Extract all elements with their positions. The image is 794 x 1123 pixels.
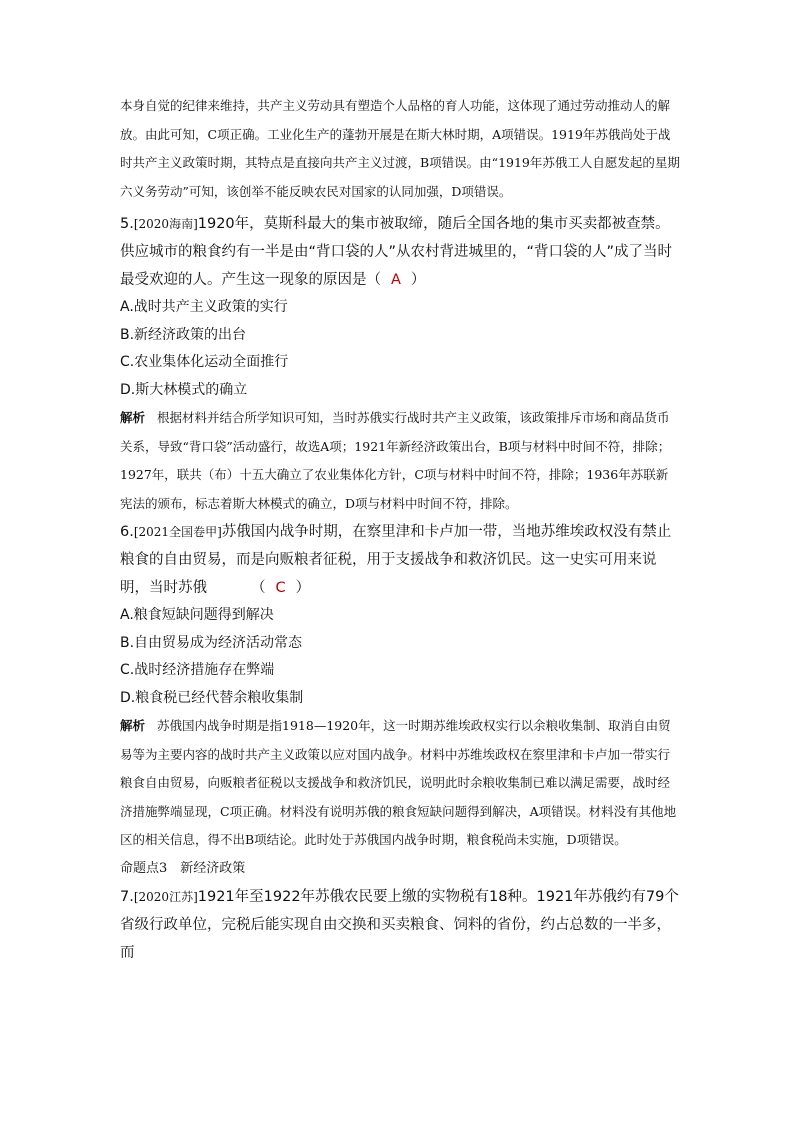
q6-option-a: A.粮食短缺问题得到解决 bbox=[120, 607, 274, 623]
section-heading: 命题点3 新经济政策 bbox=[120, 860, 246, 876]
q6-close: ） bbox=[295, 580, 311, 596]
q6-option-b: B.自由贸易成为经济活动常态 bbox=[120, 634, 303, 651]
q6-answer: C bbox=[275, 580, 286, 596]
question-6 bbox=[120, 518, 680, 855]
q7-stem: 1921年至1922年苏俄农民要上缴的实物税有18种。1921年苏俄约有79个省级行政单位，完税后能实现自由交换和买卖粮食、饲料的省份，约占总数的一半多，而 bbox=[120, 888, 679, 961]
q6-exp-label: 解析 bbox=[120, 718, 146, 733]
q6-source: [2021全国卷甲] bbox=[133, 525, 222, 539]
q7-source: [2020江苏] bbox=[133, 889, 198, 904]
q5-option-a: A.战时共产主义政策的实行 bbox=[120, 299, 288, 315]
q5-explanation: 根据材料并结合所学知识可知，当时苏俄实行战时共产主义政策，该政策排斥市场和商品货币关系，导致“背口袋”活动盛行，故选A项；1921年新经济政策出台，B项与材料中时间不符，排除；1927年，联共（布）十五大确立了农业集体化方针，C项与材料中时间不符，排除；1936年苏联新宪法的颁布，标志着斯大林模式的确立，D项与材料中时间不符，排除。 bbox=[120, 410, 671, 511]
q6-num: 6. bbox=[120, 524, 134, 540]
q6-open: （ bbox=[251, 580, 266, 596]
question-5 bbox=[120, 210, 680, 518]
q5-exp-label: 解析 bbox=[120, 410, 146, 425]
question-7 bbox=[120, 883, 680, 967]
q5-option-b: B.新经济政策的出台 bbox=[120, 326, 247, 343]
q6-option-d: D.粮食税已经代替余粮收集制 bbox=[120, 689, 304, 706]
content bbox=[120, 92, 680, 967]
q5-option-c: C.农业集体化运动全面推行 bbox=[120, 354, 289, 370]
q7-stem-block bbox=[120, 883, 680, 967]
q6-option-c: C.战时经济措施存在弊端 bbox=[120, 662, 275, 678]
q5-stem: 1920年，莫斯科最大的集市被取缔，随后全国各地的集市买卖都被查禁。供应城市的粮食约有一半是由“背口袋的人”从农村背进城里的，“背口袋的人”成了当时最受欢迎的人。产生这一现象的原因是（ bbox=[120, 216, 673, 288]
q7-num: 7. bbox=[120, 888, 134, 905]
q5-option-d: D.斯大林模式的确立 bbox=[120, 381, 248, 398]
q5-stem-block bbox=[120, 210, 680, 294]
q5-explanation-block bbox=[120, 404, 680, 518]
q5-source: [2020海南] bbox=[133, 217, 198, 231]
q6-stem-block bbox=[120, 518, 680, 602]
q6-explanation-block bbox=[120, 712, 680, 855]
q5-close: ） bbox=[410, 272, 426, 288]
q5-num: 5. bbox=[120, 216, 134, 232]
explanation-prev: 本身自觉的纪律来维持，共产主义劳动具有塑造个人品格的育人功能，这体现了通过劳动推动人的解放。由此可知，C项正确。工业化生产的蓬勃开展是在斯大林时期，A项错误。1919年苏俄尚处于战时共产主义政策时期，其特点是直接向共产主义过渡，B项错误。由“1919年苏俄工人自愿发起的星期六义务劳动”可知，该创举不能反映农民对国家的认同加强，D项错误。 bbox=[120, 98, 680, 199]
q5-answer: A bbox=[391, 272, 401, 288]
q6-stem: 苏俄国内战争时期，在察里津和卡卢加一带，当地苏维埃政权没有禁止粮食的自由贸易，而是向贩粮者征税，用于支援战争和救济饥民。这一史实可用来说明，当时苏俄 bbox=[120, 524, 672, 596]
q6-explanation: 苏俄国内战争时期是指1918—1920年，这一时期苏维埃政权实行以余粮收集制、取消自由贸易等为主要内容的战时共产主义政策以应对国内战争。材料中苏维埃政权在察里津和卡卢加一带实行粮食自由贸易，向贩粮者征税以支援战争和救济饥民，说明此时余粮收集制已难以满足需要，战时经济措施弊端显现，C项正确。材料没有说明苏俄的粮食短缺问题得到解决，A项错误。材料没有其他地区的相关信息，得不出B项结论。此时处于苏俄国内战争时期，粮食税尚未实施，D项错误。 bbox=[120, 718, 677, 847]
